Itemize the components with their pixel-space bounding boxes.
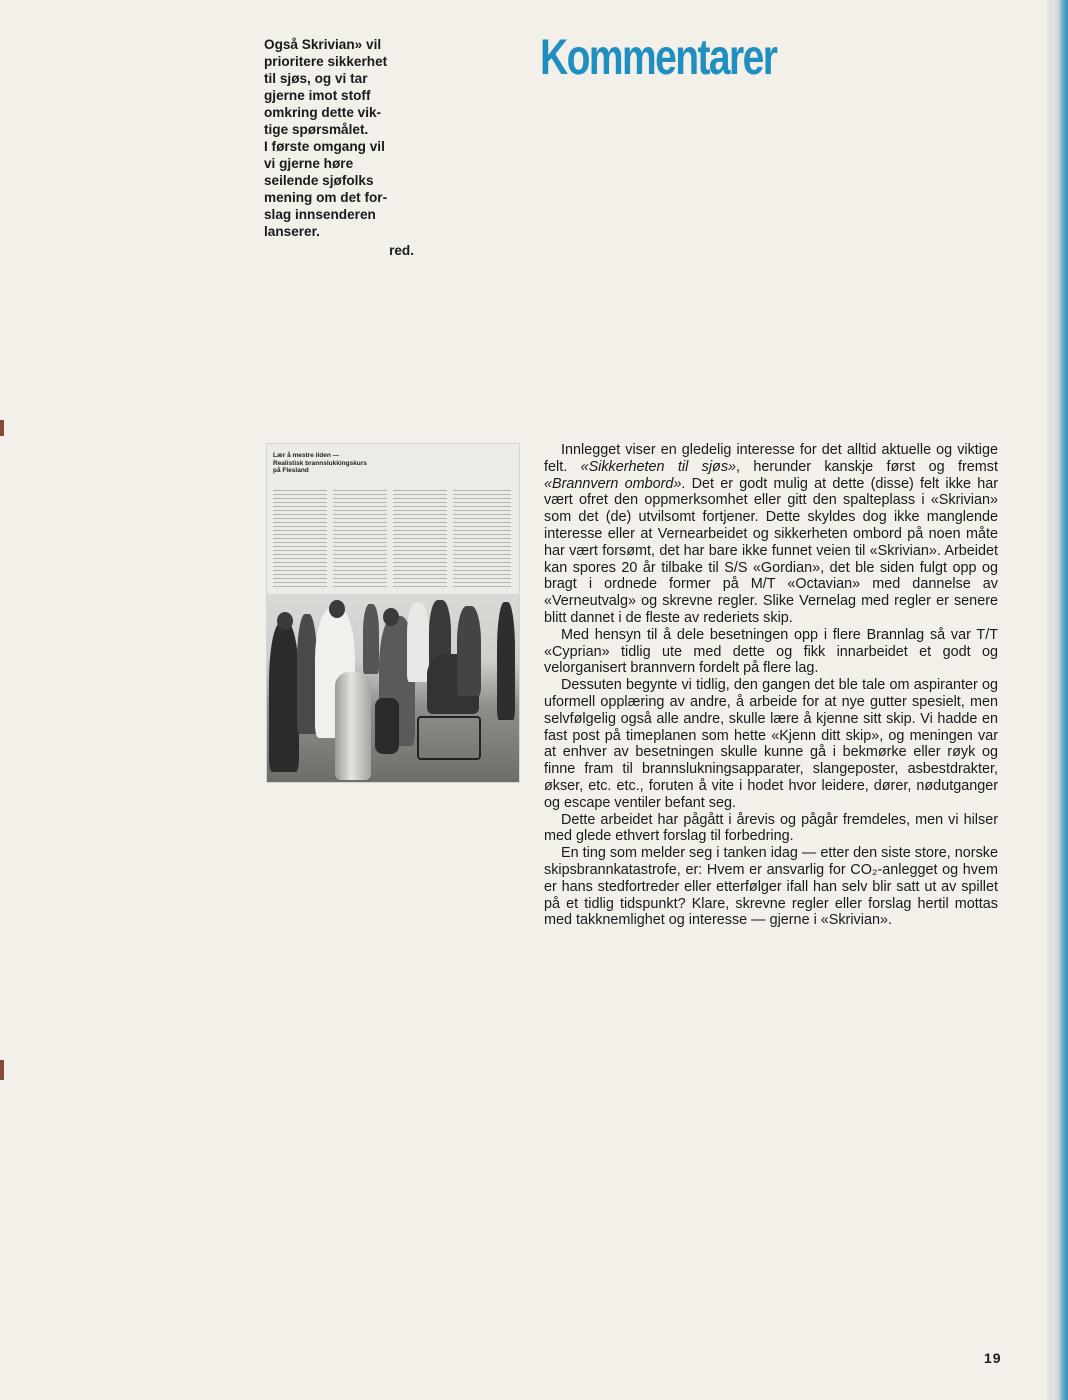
editor-note-text: Også Skrivian» vil prioritere sikkerhet til sjøs, og vi tar gjerne imot stoff omkring dette vik- tige spørsmålet. I første omgang vil vi gjerne høre seilende sjøfolks mening om det for- slag innsenderen lanserer.: [264, 37, 388, 239]
person-figure: [363, 604, 379, 674]
article-text: Innlegget viser en gledelig interesse for det alltid aktuelle og viktige felt.: [544, 442, 998, 475]
article-paragraph: En ting som melder seg i tanken idag — etter den siste store, norske skipsbrannkatastrofe, er: Hvem er ansvarlig for CO₂-anlegget og hvem er hans stedfortreder eller etterfølger ifall han selv blir satt ut av spillet på et tidlig tidspunkt? Klare, skrevne regler eller forslag hertil mottas med takknemlighet og interesse — gjerne i «Skrivian».: [544, 845, 998, 929]
grill-stand: [417, 716, 481, 760]
clipping-headline: Lær å mestre ilden — Realistisk brannslukkingskurs på Flesland: [273, 452, 367, 474]
person-head: [329, 600, 345, 618]
person-head: [277, 612, 293, 630]
article-emphasis: «Sikkerheten til sjøs»: [580, 458, 737, 475]
clipping-text-column: [333, 490, 387, 590]
editor-signature: red.: [389, 243, 414, 258]
article-body: [544, 442, 998, 929]
binding-mark: [0, 420, 4, 436]
binding-mark: [0, 1060, 4, 1080]
clipping-text-column: [273, 490, 327, 590]
gas-cylinder: [335, 672, 371, 780]
person-figure: [497, 602, 515, 720]
article-paragraph: Med hensyn til å dele besetningen opp i flere Brannlag så var T/T «Cyprian» tidlig ute med dette og fikk innarbeidet et godt og velorganisert brannvern fordelt på flere lag.: [544, 626, 998, 677]
editor-note: [264, 36, 414, 259]
article-emphasis: «Brannvern ombord»: [544, 475, 682, 492]
article-text: . Det er godt mulig at dette (disse) felt ikke har vært ofret den oppmerksomhet eller gitt den spalteplass i «Skrivian» som det (de) utvilsomt fortjener. Dette skyldes dog ikke manglende interesse eller at Vernearbeidet og sikkerheten ombord på noen måte har vært forsømt, det har bare ikke funnet veien til «Skrivian». Arbeidet kan spores 20 år tilbake til S/S «Gordian», det ble siden fulgt opp og bragt i ordnede former på M/T «Octavian» med dannelse av «Verneutvalg» og skrevne regler. Slike Vernelag med regler er senere blitt dannet i de fleste av rederiets skip.: [544, 475, 998, 626]
article-paragraph: [544, 442, 998, 627]
newspaper-clipping: [266, 443, 520, 783]
clipping-text-column: [393, 490, 447, 590]
person-figure: [407, 602, 429, 682]
page-number: 19: [984, 1350, 1002, 1366]
page-title: Kommentarer: [540, 29, 777, 85]
clipping-text-column: [453, 490, 511, 590]
clipping-photo: [267, 594, 519, 782]
page-edge: [1052, 0, 1068, 1400]
article-paragraph: Dette arbeidet har pågått i årevis og pågår fremdeles, men vi hilser med glede ethvert forslag til forbedring.: [544, 811, 998, 845]
article-paragraph: Dessuten begynte vi tidlig, den gangen det ble tale om aspiranter og uformell opplæring av andre, å arbeide for at nye gutter spesielt, men selvfølgelig også alle andre, skulle lære å kjenne sitt skip. Vi hadde en fast post på timeplanen som hette «Kjenn ditt skip», og meningen var at enhver av besetningen skulle kunne gå i bekmørke eller røyk og finne fram til brannslukningsapparater, slangeposter, asbestdrakter, økser, etc. etc., foruten å vite i hodet hvor leidere, dører, nødutganger og escape ventiler befant seg.: [544, 677, 998, 811]
person-figure: [297, 614, 317, 734]
person-figure: [457, 606, 481, 696]
person-figure: [269, 622, 299, 772]
fire-extinguisher: [375, 698, 399, 754]
article-text: , herunder kanskje først og fremst: [736, 458, 998, 475]
person-head: [383, 608, 399, 626]
